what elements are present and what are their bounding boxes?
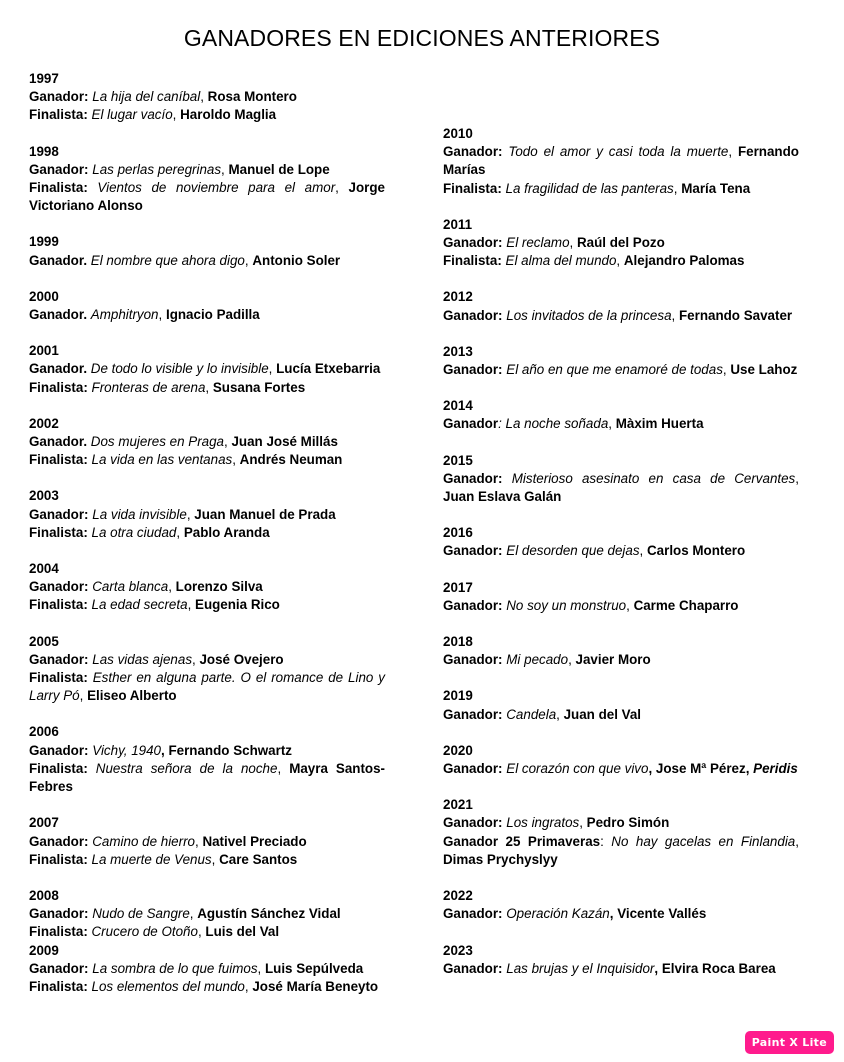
author-name: José Ovejero (199, 651, 284, 667)
award-line (29, 360, 385, 378)
award-label: Ganador: (29, 742, 89, 758)
award-line (29, 669, 385, 705)
author-name: Elvira Roca Barea (661, 960, 776, 976)
separator: , (194, 833, 203, 849)
book-title: Camino de hierro (92, 833, 195, 849)
separator: , (608, 416, 616, 432)
separator: , (187, 597, 196, 613)
book-title: Las brujas y el Inquisidor (506, 960, 655, 976)
author-name: Andrés Neuman (239, 452, 343, 468)
award-line (443, 234, 799, 252)
year-heading: 2002 (29, 415, 59, 431)
separator: , (673, 180, 682, 196)
year-entry (443, 887, 799, 923)
separator: , (795, 470, 799, 486)
author-name: Vicente Vallés (617, 906, 707, 922)
book-title: Las vidas ajenas (92, 651, 193, 667)
year-entry (443, 343, 799, 379)
year-entry (29, 70, 385, 125)
separator: , (795, 833, 799, 849)
award-line (443, 960, 799, 978)
author-name: Susana Fortes (212, 379, 306, 395)
right-column (443, 125, 799, 996)
book-title: Fronteras de arena (91, 379, 206, 395)
separator: , (189, 906, 198, 922)
year-entry (29, 487, 385, 542)
separator: , (211, 851, 220, 867)
award-label: Ganador: (29, 506, 89, 522)
year-entry (29, 143, 385, 216)
author-name: Fernando Schwartz (168, 742, 292, 758)
separator: , (192, 651, 200, 667)
year-heading: 2014 (443, 398, 473, 414)
year-heading: 2007 (29, 815, 59, 831)
year-heading: 1998 (29, 143, 59, 159)
separator: , (205, 379, 213, 395)
year-heading: 2006 (29, 724, 59, 740)
award-label: Ganador: (443, 815, 503, 831)
book-title: La vida invisible (92, 506, 187, 522)
separator: , (268, 361, 277, 377)
author-name: Dimas Prychyslyy (443, 851, 558, 867)
award-label: Ganador: (29, 161, 89, 177)
year-heading: 2022 (443, 888, 473, 904)
award-label: Ganador. (29, 434, 88, 450)
book-title: El año en que me enamoré de todas (506, 362, 723, 378)
award-label: Ganador: (443, 597, 503, 613)
award-label: Finalista: (443, 253, 502, 269)
separator: , (224, 434, 232, 450)
book-title: La hija del caníbal (92, 89, 201, 105)
separator: , (176, 524, 184, 540)
year-entry (29, 887, 385, 942)
award-label: Ganador. (29, 252, 88, 268)
author-name: Carme Chaparro (633, 597, 739, 613)
year-heading: 2011 (443, 216, 473, 232)
paint-x-lite-watermark: Paint X Lite (745, 1031, 834, 1054)
award-line (29, 506, 385, 524)
award-label: Finalista: (443, 180, 502, 196)
author-name: Raúl del Pozo (576, 235, 665, 251)
award-label: Ganador: (443, 470, 503, 486)
award-line (29, 106, 385, 124)
author-name: Fernando Savater (678, 307, 793, 323)
book-title: Crucero de Otoño (91, 924, 198, 940)
year-entry (29, 233, 385, 269)
book-title: Dos mujeres en Praga (90, 434, 225, 450)
award-line (29, 179, 385, 215)
author-name: Lorenzo Silva (175, 579, 263, 595)
separator (503, 471, 512, 486)
book-title: Nuestra señora de la noche (95, 760, 278, 776)
year-entry (443, 397, 799, 433)
author-name: Eugenia Rico (195, 597, 280, 613)
left-column (29, 70, 385, 1014)
award-line (443, 833, 799, 869)
award-line (29, 161, 385, 179)
year-heading: 1997 (29, 71, 59, 86)
award-label: Ganador: (443, 362, 503, 378)
author-name: Pablo Aranda (183, 524, 270, 540)
author-name: Use Lahoz (730, 362, 798, 378)
award-line (443, 597, 799, 615)
award-line (29, 978, 385, 996)
book-title: Nudo de Sangre (92, 906, 190, 922)
award-label: Ganador: (443, 144, 503, 160)
award-line (29, 851, 385, 869)
award-line (443, 905, 799, 923)
author-name: Rosa Montero (207, 89, 297, 105)
award-label: Ganador: (29, 833, 89, 849)
award-label: Ganador. (29, 307, 88, 323)
author-name: Juan Eslava Galán (443, 489, 562, 505)
separator: , (158, 307, 166, 323)
book-title: No soy un monstruo (506, 597, 627, 613)
separator: , (569, 235, 577, 251)
year-entry (29, 288, 385, 324)
award-line (29, 833, 385, 851)
separator (88, 761, 96, 776)
author-name: , (654, 960, 662, 976)
year-heading: 2000 (29, 288, 59, 304)
author-name: Fernando Marías (443, 144, 799, 178)
year-entry (443, 633, 799, 669)
year-entry (443, 796, 799, 869)
author-name: Pedro Simón (586, 815, 670, 831)
award-line (29, 578, 385, 596)
year-entry (443, 125, 799, 198)
award-line (29, 433, 385, 451)
separator: , (200, 89, 208, 105)
year-entry (29, 342, 385, 397)
book-title: Los elementos del mundo (91, 978, 245, 994)
author-name: , (745, 761, 754, 777)
award-label: Ganador (443, 416, 499, 432)
year-entry (29, 560, 385, 615)
award-line (443, 651, 799, 669)
award-line (29, 524, 385, 542)
award-line (29, 451, 385, 469)
year-heading: 2019 (443, 688, 473, 704)
author-name: Juan Manuel de Prada (194, 506, 336, 522)
book-title: El corazón con que vivo (506, 761, 649, 777)
award-line (29, 596, 385, 614)
year-heading: 2003 (29, 488, 59, 504)
year-entry (443, 216, 799, 271)
book-title: Operación Kazán (506, 906, 610, 922)
separator: , (626, 597, 634, 613)
book-title: La fragilidad de las panteras (505, 180, 674, 196)
separator: , (221, 161, 229, 177)
book-title: La sombra de lo que fuimos (92, 960, 258, 976)
award-label: Ganador: (443, 761, 503, 777)
separator: , (244, 978, 253, 994)
award-label: Ganador: (29, 579, 89, 595)
book-title: Vientos de noviembre para el amor (97, 180, 336, 196)
award-line (443, 143, 799, 179)
award-line (29, 742, 385, 760)
award-label: Ganador: (29, 906, 89, 922)
year-entry (443, 288, 799, 324)
author-name: Ignacio Padilla (165, 307, 260, 323)
year-entry (29, 633, 385, 706)
author-name: Manuel de Lope (228, 161, 330, 177)
award-line (29, 379, 385, 397)
year-heading: 2015 (443, 452, 473, 468)
book-title: Las perlas peregrinas (92, 161, 222, 177)
award-label: Ganador: (29, 960, 89, 976)
award-label: Finalista: (29, 524, 88, 540)
book-title: Esther en alguna parte. O el romance de Lino y Larry Pó (29, 670, 385, 704)
separator: , (257, 960, 265, 976)
year-heading: 2008 (29, 887, 59, 903)
author-name: Jorge Victoriano Alonso (29, 180, 385, 214)
award-line (443, 307, 799, 325)
book-title: La noche soñada (505, 416, 609, 432)
award-line (29, 760, 385, 796)
separator: , (244, 252, 253, 268)
author-name: Alejandro Palomas (623, 253, 745, 269)
award-label: Ganador: (443, 307, 503, 323)
year-heading: 2020 (443, 742, 473, 758)
award-line (443, 706, 799, 724)
year-heading: 2004 (29, 561, 59, 577)
award-line (443, 760, 799, 778)
book-title: Todo el amor y casi toda la muerte (508, 144, 729, 160)
separator: , (168, 579, 176, 595)
author-name: , (609, 906, 618, 922)
award-label: Finalista: (29, 760, 88, 776)
author-name: Jose Mª Pérez (655, 761, 746, 777)
separator: , (579, 815, 587, 831)
author-name: Màxim Huerta (615, 416, 704, 432)
author-name: Javier Moro (575, 652, 651, 668)
year-entry (443, 942, 799, 978)
book-title: Amphitryon (90, 307, 159, 323)
separator: : (600, 833, 612, 849)
year-entry (443, 687, 799, 723)
book-title: De todo lo visible y lo invisible (90, 361, 269, 377)
award-label: Ganador 25 Primaveras (443, 833, 601, 849)
author-name: Care Santos (219, 851, 298, 867)
author-name: , (648, 761, 656, 777)
award-label: Ganador: (443, 706, 503, 722)
author-name: Lucía Etxebarria (276, 361, 381, 377)
book-title: Carta blanca (92, 579, 169, 595)
year-heading: 1999 (29, 234, 59, 250)
separator: , (616, 253, 624, 269)
author-name: Luis del Val (205, 924, 280, 940)
book-title: : (498, 416, 506, 432)
separator: , (277, 760, 290, 776)
year-heading: 2001 (29, 343, 59, 359)
year-heading: 2009 (29, 942, 59, 958)
award-label: Finalista: (29, 180, 88, 196)
separator: , (79, 688, 88, 704)
award-line (29, 88, 385, 106)
separator: , (671, 307, 679, 323)
author-name: Antonio Soler (252, 252, 341, 268)
year-entry (443, 579, 799, 615)
author-name: Eliseo Alberto (87, 688, 177, 704)
award-label: Finalista: (29, 452, 88, 468)
author-name: Haroldo Maglia (180, 107, 277, 123)
award-label: Ganador: (443, 543, 503, 559)
year-heading: 2017 (443, 579, 473, 595)
year-heading: 2023 (443, 942, 473, 958)
separator: , (172, 107, 181, 123)
award-line (29, 960, 385, 978)
book-title: La vida en las ventanas (91, 452, 233, 468)
year-entry (29, 814, 385, 869)
author-name: Juan del Val (563, 706, 642, 722)
author-name: José María Beneyto (252, 978, 379, 994)
year-heading: 2021 (443, 797, 473, 813)
book-title: El nombre que ahora digo (90, 252, 245, 268)
book-title: No hay gacelas en Finlandia (611, 833, 796, 849)
year-heading: 2012 (443, 289, 473, 305)
author-name: María Tena (681, 180, 751, 196)
award-line (29, 651, 385, 669)
award-label: Ganador: (29, 89, 89, 105)
book-title: Vichy, 1940 (92, 742, 162, 758)
author-name: Mayra Santos-Febres (29, 760, 386, 795)
book-title: El reclamo (506, 235, 570, 251)
separator (88, 180, 98, 195)
award-label: Finalista: (29, 597, 88, 613)
award-line (29, 252, 385, 270)
year-heading: 2016 (443, 525, 473, 541)
year-entry (443, 452, 799, 507)
award-line (29, 905, 385, 923)
award-label: Finalista: (29, 978, 88, 994)
award-line (443, 542, 799, 560)
author-name: Luis Sepúlveda (264, 960, 364, 976)
separator: , (722, 362, 731, 378)
award-label: Ganador: (443, 960, 503, 976)
award-label: Ganador: (29, 651, 89, 667)
year-entry (29, 723, 385, 796)
author-name: Peridis (753, 761, 798, 777)
book-title: El alma del mundo (505, 253, 617, 269)
book-title: Misterioso asesinato en casa de Cervantes (511, 470, 796, 486)
author-name: Carlos Montero (646, 543, 746, 559)
award-label: Ganador: (443, 652, 503, 668)
award-line (443, 361, 799, 379)
award-label: Finalista: (29, 924, 88, 940)
author-name: Nativel Preciado (202, 833, 307, 849)
author-name: , (161, 742, 169, 758)
award-line (29, 306, 385, 324)
year-heading: 2005 (29, 633, 59, 649)
year-entry (443, 524, 799, 560)
separator: , (728, 144, 738, 160)
award-line (443, 415, 799, 433)
award-line (29, 923, 385, 941)
year-heading: 2018 (443, 634, 473, 650)
award-label: Ganador. (29, 361, 88, 377)
separator: , (186, 506, 195, 522)
book-title: El desorden que dejas (506, 543, 640, 559)
year-entry (443, 742, 799, 778)
book-title: Candela (506, 706, 557, 722)
year-heading: 2013 (443, 343, 473, 359)
separator: , (232, 452, 240, 468)
year-entry (29, 415, 385, 470)
book-title: La otra ciudad (91, 524, 177, 540)
book-title: Los ingratos (506, 815, 580, 831)
award-label: Finalista: (29, 670, 88, 686)
separator: , (639, 543, 647, 559)
book-title: Mi pecado (506, 652, 569, 668)
separator: , (568, 652, 576, 668)
award-label: Ganador: (443, 906, 503, 922)
year-heading: 2010 (443, 126, 473, 141)
award-line (443, 252, 799, 270)
page-title: GANADORES EN EDICIONES ANTERIORES (183, 25, 661, 52)
author-name: Juan José Millás (231, 434, 338, 450)
book-title: Los invitados de la princesa (506, 307, 672, 323)
award-label: Finalista: (29, 379, 88, 395)
book-title: La edad secreta (91, 597, 188, 613)
separator: , (556, 706, 564, 722)
award-line (443, 470, 799, 506)
award-label: Finalista: (29, 851, 88, 867)
award-line (443, 814, 799, 832)
year-entry (29, 942, 385, 997)
award-label: Ganador: (443, 235, 503, 251)
award-label: Finalista: (29, 107, 88, 123)
separator: , (197, 924, 206, 940)
separator: , (335, 180, 349, 196)
author-name: Agustín Sánchez Vidal (197, 906, 341, 922)
book-title: El lugar vacío (91, 107, 173, 123)
book-title: La muerte de Venus (91, 851, 212, 867)
award-line (443, 180, 799, 198)
